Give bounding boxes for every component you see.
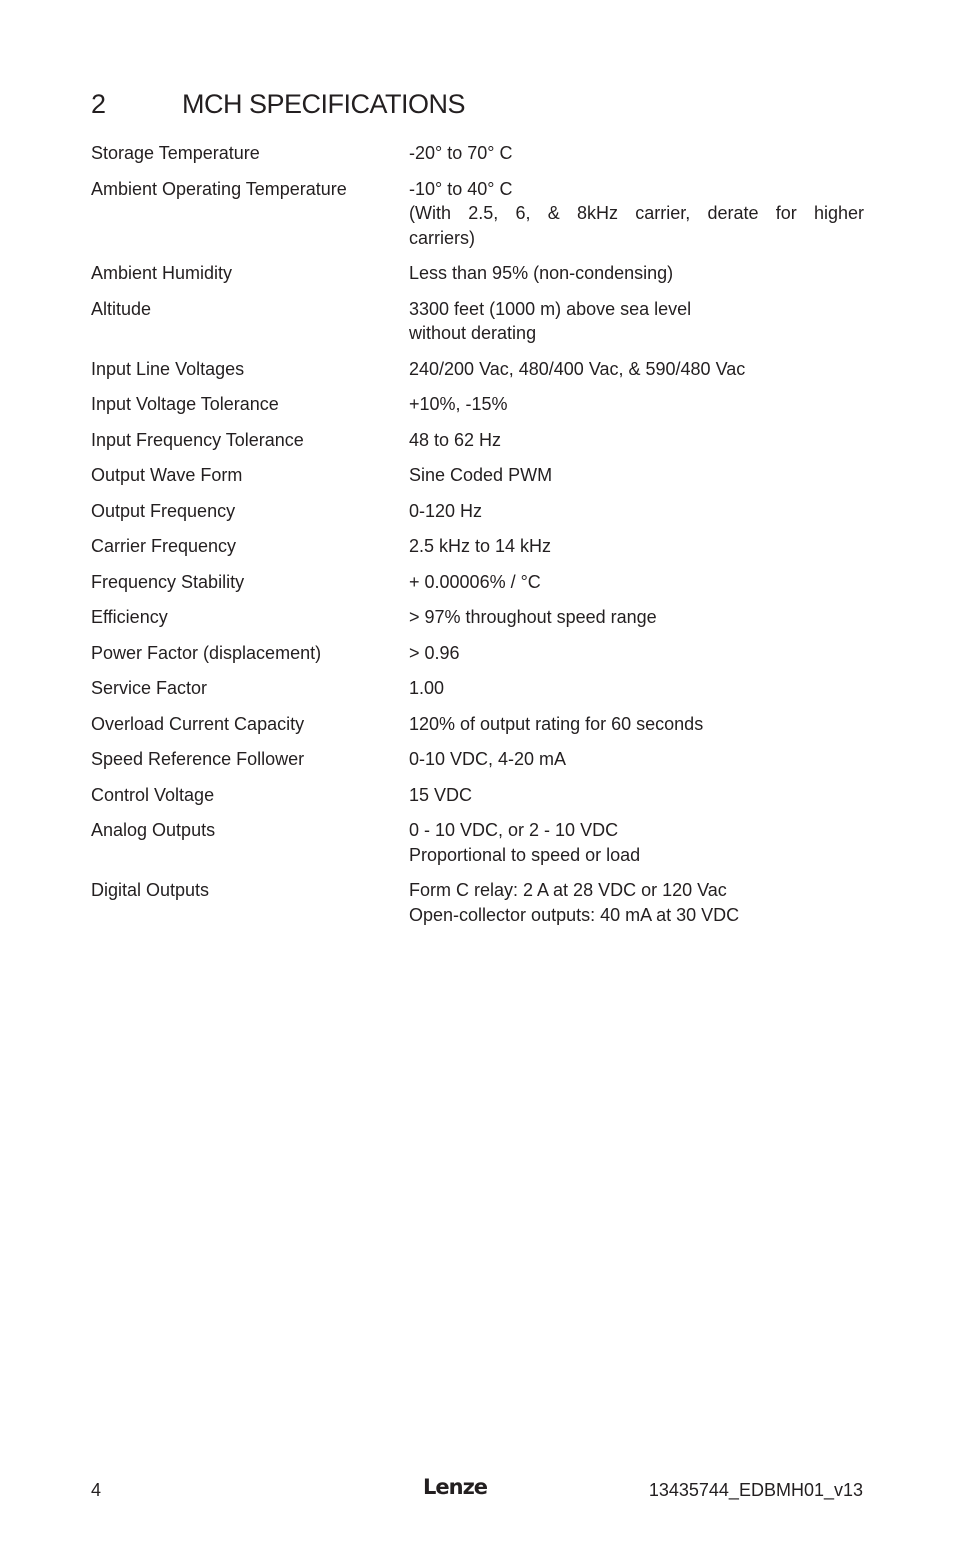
spec-value-line: without derating xyxy=(409,323,537,343)
spec-value xyxy=(409,783,864,808)
spec-label: Service Factor xyxy=(91,678,208,698)
spec-value xyxy=(409,428,864,453)
spec-row xyxy=(91,605,864,630)
spec-value-line: > 0.96 xyxy=(409,642,460,663)
spec-value-line: 1.00 xyxy=(409,678,445,698)
spec-value-line: Less than 95% (non-condensing) xyxy=(409,263,674,283)
spec-row xyxy=(91,878,864,927)
spec-label: Carrier Frequency xyxy=(91,536,237,556)
spec-value-line: Open-collector outputs: 40 mA at 30 VDC xyxy=(409,904,740,925)
spec-value xyxy=(409,534,864,559)
spec-label: Input Voltage Tolerance xyxy=(91,394,279,414)
spec-row xyxy=(91,747,864,772)
spec-value xyxy=(409,641,864,666)
spec-row xyxy=(91,570,864,595)
spec-value xyxy=(409,676,864,701)
spec-row xyxy=(91,499,864,524)
spec-value-line: Sine Coded PWM xyxy=(409,465,553,485)
spec-label: Altitude xyxy=(91,298,152,319)
spec-label: Power Factor (displacement) xyxy=(91,642,322,663)
lenze-logo: Lenze xyxy=(423,1475,488,1499)
spec-label: Output Wave Form xyxy=(91,465,243,485)
spec-label: Input Frequency Tolerance xyxy=(91,429,304,450)
spec-value xyxy=(409,747,864,772)
spec-value xyxy=(409,357,864,382)
spec-row xyxy=(91,676,864,701)
spec-value xyxy=(409,499,864,524)
spec-row xyxy=(91,641,864,666)
spec-row xyxy=(91,261,864,286)
spec-row xyxy=(91,177,864,251)
spec-value xyxy=(409,712,864,737)
spec-label: Efficiency xyxy=(91,607,168,627)
spec-row xyxy=(91,818,864,867)
spec-row xyxy=(91,712,864,737)
spec-value-line: carriers) xyxy=(409,227,475,248)
spec-label: Overload Current Capacity xyxy=(91,713,305,734)
spec-value xyxy=(409,261,864,286)
spec-value xyxy=(409,878,864,927)
page-footer xyxy=(91,1476,863,1504)
spec-row xyxy=(91,297,864,346)
spec-value xyxy=(409,297,864,346)
spec-value xyxy=(409,463,864,488)
spec-value-line: 15 VDC xyxy=(409,784,473,805)
spec-value-line: 0-120 Hz xyxy=(409,500,483,521)
spec-value xyxy=(409,392,864,417)
document-id: 13435744_EDBMH01_v13 xyxy=(648,1480,863,1500)
spec-value-line: (With 2.5, 6, & 8kHz carrier, derate for higher xyxy=(409,203,864,223)
spec-label: Storage Temperature xyxy=(91,143,260,163)
spec-row xyxy=(91,534,864,559)
spec-row xyxy=(91,463,864,488)
spec-label: Output Frequency xyxy=(91,500,236,521)
spec-value-line: -10° to 40° C xyxy=(409,178,513,199)
spec-label: Digital Outputs xyxy=(91,880,210,900)
spec-value-line: 240/200 Vac, 480/400 Vac, & 590/480 Vac xyxy=(409,358,746,379)
spec-value-line: +10%, -15% xyxy=(409,394,508,414)
spec-value xyxy=(409,141,864,166)
spec-value-line: > 97% throughout speed range xyxy=(409,607,657,627)
page-number: 4 xyxy=(91,1480,102,1500)
spec-label: Ambient Humidity xyxy=(91,263,233,283)
spec-label: Analog Outputs xyxy=(91,820,216,840)
spec-value-line: Proportional to speed or load xyxy=(409,844,641,865)
spec-value-line: 0 - 10 VDC, or 2 - 10 VDC xyxy=(409,820,619,840)
spec-label: Frequency Stability xyxy=(91,571,245,592)
spec-value xyxy=(409,605,864,630)
spec-value-line: -20° to 70° C xyxy=(409,143,513,163)
spec-row xyxy=(91,392,864,417)
spec-row xyxy=(91,428,864,453)
spec-value-line: + 0.00006% / °C xyxy=(409,571,541,592)
spec-value-line: 2.5 kHz to 14 kHz xyxy=(409,536,552,556)
spec-row xyxy=(91,141,864,166)
spec-value xyxy=(409,177,864,251)
spec-label: Input Line Voltages xyxy=(91,358,245,379)
spec-row xyxy=(91,783,864,808)
spec-value-line: 48 to 62 Hz xyxy=(409,429,502,450)
spec-label: Ambient Operating Temperature xyxy=(91,178,347,199)
spec-value-line: 0-10 VDC, 4-20 mA xyxy=(409,749,567,769)
specifications-table xyxy=(91,141,864,927)
spec-label: Control Voltage xyxy=(91,784,215,805)
spec-row xyxy=(91,357,864,382)
spec-value-line: 3300 feet (1000 m) above sea level xyxy=(409,298,692,319)
spec-value-line: Form C relay: 2 A at 28 VDC or 120 Vac xyxy=(409,880,727,900)
spec-value-line: 120% of output rating for 60 seconds xyxy=(409,713,704,734)
spec-value xyxy=(409,818,864,867)
spec-value xyxy=(409,570,864,595)
section-title: MCH SPECIFICATIONS xyxy=(182,89,466,119)
spec-label: Speed Reference Follower xyxy=(91,749,305,769)
section-number: 2 xyxy=(91,89,106,119)
